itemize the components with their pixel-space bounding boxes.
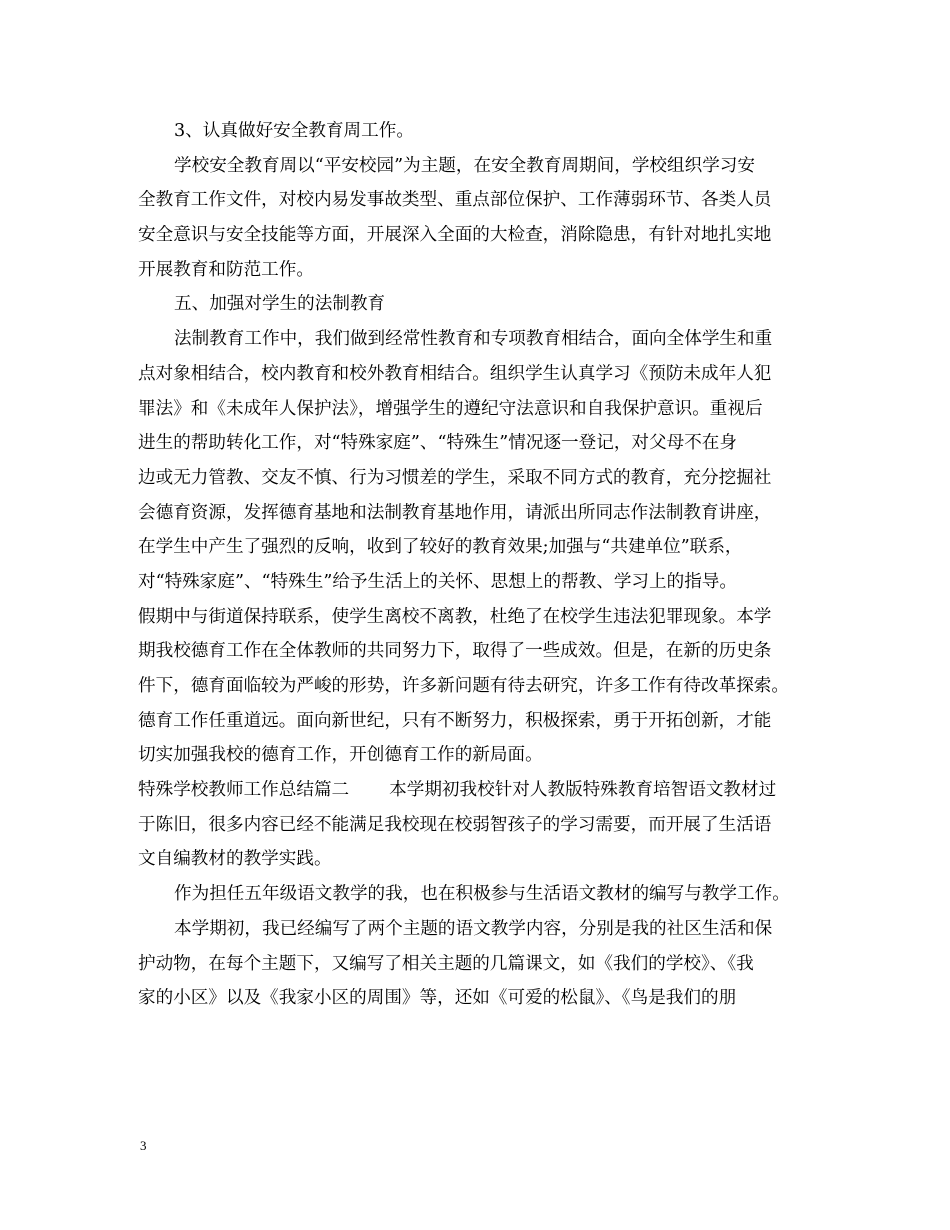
- article-title: 特殊学校教师工作总结篇二: [138, 780, 350, 801]
- text-line: 法制教育工作中，我们做到经常性教育和专项教育相结合，面向全体学生和重: [174, 329, 773, 350]
- text-line: 本学期初，我已经编写了两个主题的语文教学内容，分别是我的社区生活和保: [174, 918, 773, 939]
- text-line: 德育工作任重道远。面向新世纪，只有不断努力，积极探索，勇于开拓创新，才能: [138, 710, 772, 731]
- text-line: 期我校德育工作在全体教师的共同努力下，取得了一些成效。但是，在新的历史条: [138, 641, 772, 662]
- text-line: 在学生中产生了强烈的反响，收到了较好的教育效果;加强与“共建单位”联系，: [138, 537, 743, 558]
- text-line: 作为担任五年级语文教学的我，也在积极参与生活语文教材的编写与教学工作。: [174, 884, 790, 905]
- text-line: 切实加强我校的德育工作，开创德育工作的新局面。: [138, 745, 543, 766]
- text-line: 假期中与街道保持联系，使学生离校不离教，杜绝了在校学生违法犯罪现象。本学: [138, 606, 772, 627]
- text-line: 开展教育和防范工作。: [138, 259, 314, 280]
- text-line: 学校安全教育周以“平安校园”为主题，在安全教育周期间，学校组织学习安: [174, 155, 755, 176]
- text-line: 边或无力管教、交友不慎、行为习惯差的学生，采取不同方式的教育，充分挖掘社: [138, 467, 772, 488]
- article-heading-line: [138, 773, 818, 808]
- page-number: 3: [140, 1138, 147, 1153]
- text-line: 家的小区》以及《我家小区的周围》等，还如《可爱的松鼠》、《鸟是我们的朋: [138, 988, 737, 1009]
- text-line: 点对象相结合，校内教育和校外教育相结合。组织学生认真学习《预防未成年人犯: [138, 363, 772, 384]
- text-line: 3、认真做好安全教育周工作。: [174, 121, 414, 141]
- text-line: 会德育资源，发挥德育基地和法制教育基地作用，请派出所同志作法制教育讲座，: [138, 502, 772, 523]
- article-intro: 本学期初我校针对人教版特殊教育培智语文教材过: [389, 780, 777, 801]
- text-line: 安全意识与安全技能等方面，开展深入全面的大检查，消除隐患，有针对地扎实地: [138, 225, 772, 246]
- text-line: 文自编教材的教学实践。: [138, 849, 332, 870]
- document-body: [138, 114, 818, 1016]
- text-line: 全教育工作文件，对校内易发事故类型、重点部位保护、工作薄弱环节、各类人员: [138, 190, 772, 211]
- section-heading: 五、加强对学生的法制教育: [174, 294, 386, 315]
- text-line: 件下，德育面临较为严峻的形势，许多新问题有待去研究，许多工作有待改革探索。: [138, 676, 789, 696]
- text-line: 对“特殊家庭”、“特殊生”给予生活上的关怀、思想上的帮教、学习上的指导。: [138, 571, 737, 592]
- text-line: 进生的帮助转化工作，对“特殊家庭”、“特殊生”情况逐一登记，对父母不在身: [138, 433, 737, 454]
- text-line: 于陈旧，很多内容已经不能满足我校现在校弱智孩子的学习需要，而开展了生活语: [138, 814, 772, 835]
- text-line: 护动物，在每个主题下，又编写了相关主题的几篇课文，如《我们的学校》、《我: [138, 953, 754, 974]
- text-line: 罪法》和《未成年人保护法》，增强学生的遵纪守法意识和自我保护意识。重视后: [138, 398, 763, 419]
